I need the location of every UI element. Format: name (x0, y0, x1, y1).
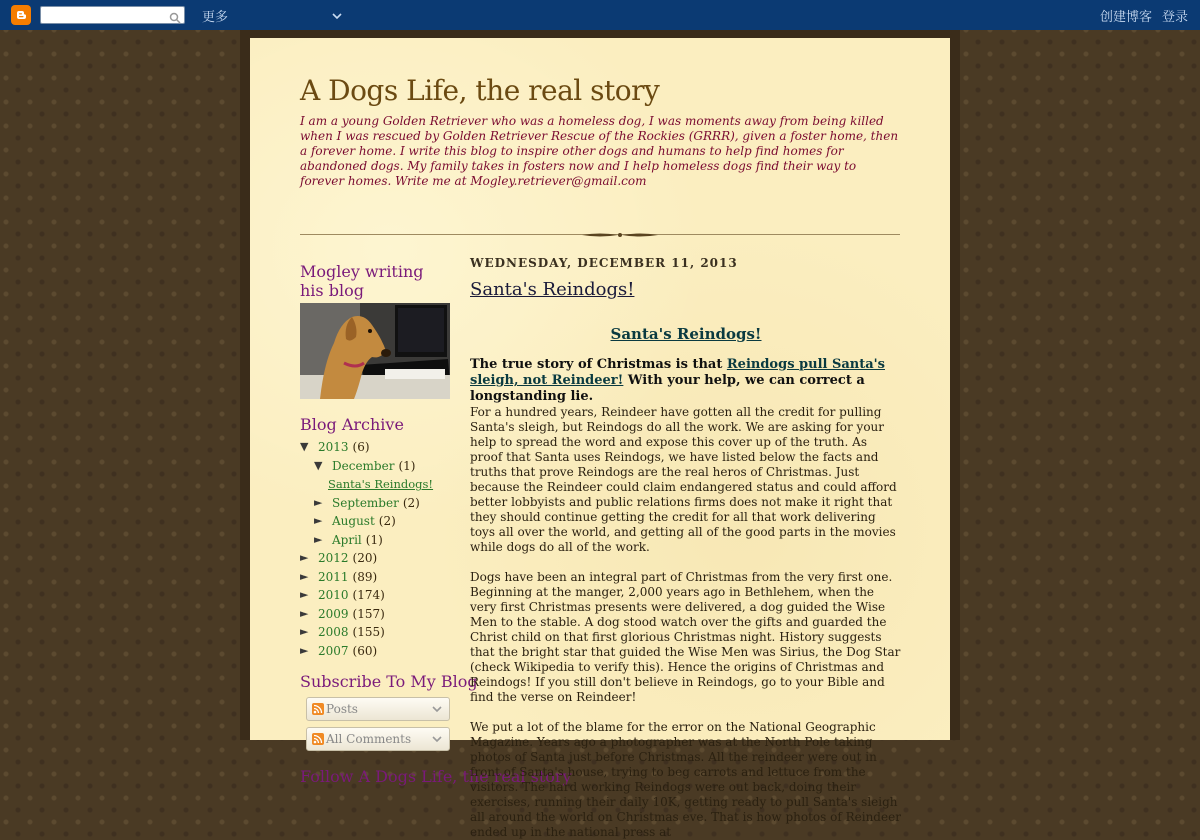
expand-toggle-icon[interactable]: ► (300, 606, 309, 620)
archive-month-link[interactable]: September (332, 495, 399, 510)
archive-count: (155) (352, 625, 385, 640)
navbar-right-links (1100, 6, 1188, 25)
expand-toggle-icon[interactable]: ► (300, 625, 309, 639)
rss-feed-icon (312, 733, 324, 745)
collapse-toggle-icon[interactable]: ▼ (300, 440, 309, 454)
blogger-navbar (0, 0, 1200, 30)
archive-year-row (300, 642, 450, 661)
navbar-search (40, 6, 185, 24)
profile-heading: Mogley writing his blog (300, 262, 424, 300)
archive-year-link[interactable]: 2012 (318, 551, 349, 566)
subscribe-heading: Subscribe To My Blog (300, 672, 478, 691)
subscribe-comments-button[interactable] (306, 727, 450, 751)
expand-toggle-icon[interactable]: ► (314, 495, 323, 509)
archive-count: (60) (352, 643, 378, 658)
post-intro (470, 357, 902, 405)
archive-year-link[interactable]: 2010 (318, 588, 349, 603)
archive-heading: Blog Archive (300, 415, 404, 434)
blog-content (250, 38, 950, 839)
archive-year-row (300, 586, 450, 605)
archive-month-row (300, 512, 450, 531)
expand-toggle-icon[interactable]: ► (300, 588, 309, 602)
subscribe-posts-label: Posts (326, 702, 358, 716)
login-link[interactable]: 登录 (1161, 8, 1188, 24)
subscribe-comments-label: All Comments (326, 732, 412, 746)
archive-count: (157) (352, 606, 385, 621)
rss-feed-icon (312, 703, 324, 715)
archive-month-row (300, 531, 450, 550)
main-post (470, 256, 902, 840)
archive-year-link[interactable]: 2013 (318, 440, 349, 455)
post-title[interactable]: Santa's Reindogs! (470, 279, 635, 300)
archive-post-row (300, 475, 450, 494)
expand-toggle-icon[interactable]: ► (314, 532, 323, 546)
archive-year-row (300, 568, 450, 587)
expand-toggle-icon[interactable]: ► (314, 514, 323, 528)
profile-image[interactable] (300, 303, 450, 399)
archive-count: (6) (352, 440, 370, 455)
archive-year-link[interactable]: 2009 (318, 606, 349, 621)
divider-ornament-icon (580, 231, 660, 239)
archive-count: (2) (402, 495, 420, 510)
archive-year-link[interactable]: 2011 (318, 569, 349, 584)
archive-month-link[interactable]: August (332, 514, 375, 529)
archive-count: (174) (352, 588, 385, 603)
blog-archive (300, 438, 450, 660)
expand-toggle-icon[interactable]: ► (300, 551, 309, 565)
archive-year-row (300, 623, 450, 642)
chevron-down-icon (332, 8, 342, 23)
blog-header (300, 74, 900, 189)
blog-title[interactable]: A Dogs Life, the real story (300, 74, 660, 107)
post-date: WEDNESDAY, DECEMBER 11, 2013 (470, 256, 738, 270)
archive-count: (1) (365, 532, 383, 547)
archive-year-link[interactable]: 2007 (318, 643, 349, 658)
sidebar (300, 262, 572, 786)
more-label: 更多 (202, 8, 229, 24)
post-paragraph: For a hundred years, Reindeer have gotten all the credit for pulling Santa's sleigh, but Reindogs do all the work. We are asking for your help to spread the word and expose this cover up of the truth. As proof that Santa uses Reindogs, we have listed below the facts and truths that prove Reindogs are the real heros of Christmas. Just because the Reindeer could claim endangered status and could afford better lobbyists and public relations firms does not make it right that they should continue getting the credit for all that work delivering toys all over the world, and getting all of the good parts in the movies while dogs do all of the work. (470, 405, 897, 554)
intro-text-start: The true story of Christmas is that (470, 357, 727, 372)
post-subtitle: Santa's Reindogs! (610, 325, 762, 343)
collapse-toggle-icon[interactable]: ▼ (314, 458, 323, 472)
more-menu[interactable] (202, 6, 342, 25)
search-icon[interactable] (169, 9, 181, 28)
expand-toggle-icon[interactable]: ► (300, 643, 309, 657)
create-blog-link[interactable]: 创建博客 (1099, 8, 1152, 24)
post-paragraph: Dogs have been an integral part of Christmas from the very first one. Beginning at the manger, 2,000 years ago in Bethlehem, when the very first Christmas presents were delivered, a dog guided the Wise Men to the stable. A dog stood watch over the gifts and guarded the Christ child on that first glorious Christmas night. History suggests that the bright star that guided the Wise Men was Sirius, the Dog Star (check Wikipedia to verify this). Hence the origins of Christmas and Reindogs! If you still don't believe in Reindogs, go to your Bible and find the verse on Reindeer! (470, 570, 901, 704)
archive-count: (2) (378, 514, 396, 529)
archive-year-link[interactable]: 2008 (318, 625, 349, 640)
archive-year-row (300, 549, 450, 568)
archive-month-row (300, 494, 450, 513)
intro-text-end: With your help, we can correct a longstanding lie. (470, 373, 865, 404)
archive-count: (89) (352, 569, 378, 584)
chevron-down-icon (431, 703, 443, 718)
archive-year-row (300, 605, 450, 624)
blog-description: I am a young Golden Retriever who was a homeless dog, I was moments away from being killed when I was rescued by Golden Retriever Rescue of the Rockies (GRRR), given a foster home, then a forever home. I write this blog to inspire other dogs and humans to help find homes for abandoned dogs. My family takes in fosters now and I help homeless dogs find their way to forever homes. Write me at Mogley.retriever@gmail.com (300, 114, 899, 188)
intro-link[interactable]: Reindogs pull Santa's sleigh, not Reindeer! (470, 357, 885, 388)
expand-toggle-icon[interactable]: ► (300, 569, 309, 583)
chevron-down-icon (431, 733, 443, 748)
archive-post-link[interactable]: Santa's Reindogs! (328, 477, 434, 492)
archive-month-link[interactable]: December (332, 458, 395, 473)
blogger-logo-icon[interactable] (11, 5, 31, 25)
archive-month-link[interactable]: April (332, 532, 362, 547)
archive-month-row (300, 457, 450, 476)
archive-count: (1) (398, 458, 416, 473)
archive-year-row (300, 438, 450, 457)
archive-count: (20) (352, 551, 378, 566)
post-paragraph: We put a lot of the blame for the error on the National Geographic Magazine. Years ago a photographer was at the North Pole taking photos of Santa just before Christmas. All the reindeer were out in front of Santa's house, trying to beg carrots and lettuce from the visitors. The hard working Reindogs were out back, doing their exercises, running their daily 10K, getting ready to pull Santa's sleigh all around the world on Christmas eve. That is how photos of Reindeer ended up in the national press at (470, 720, 901, 839)
search-input[interactable] (41, 11, 161, 27)
subscribe-posts-button[interactable] (306, 697, 450, 721)
follow-heading: Follow A Dogs Life, the real story (300, 767, 572, 786)
